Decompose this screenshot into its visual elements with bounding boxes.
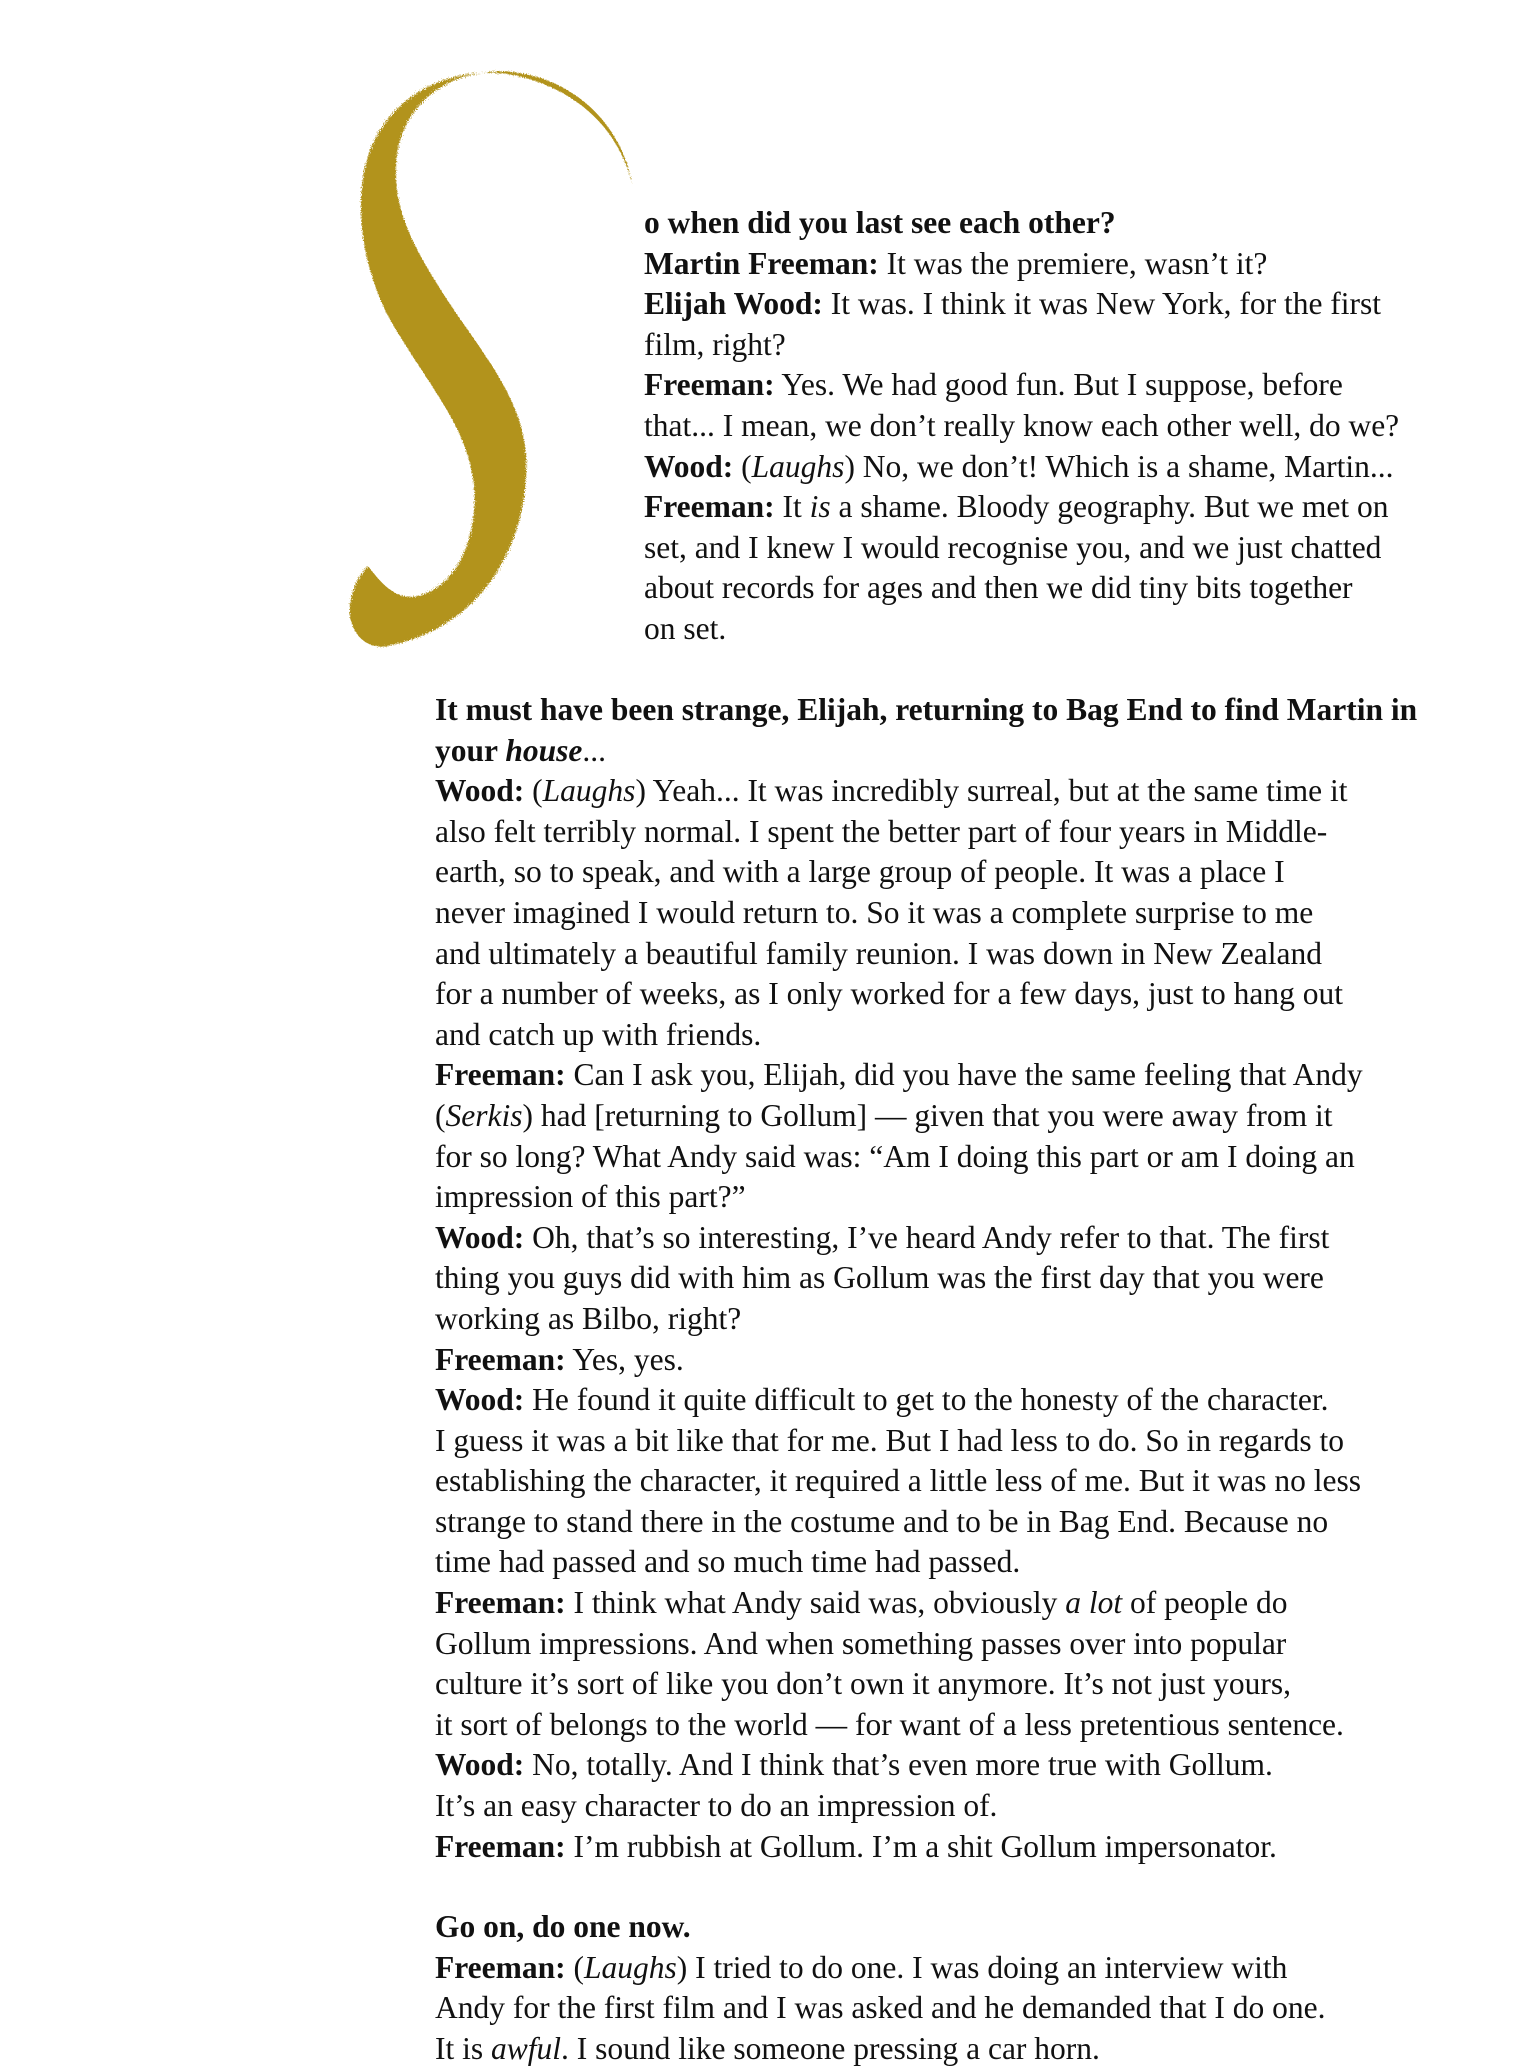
- answer: Freeman: I’m rubbish at Gollum. I’m a shit Gollum impersonator.: [435, 1828, 1277, 1864]
- speaker-name: Freeman:: [435, 1341, 566, 1377]
- answer: Wood: Oh, that’s so interesting, I’ve heard Andy refer to that. The first thing you guys did with him as Gollum was the first day that you were working as Bilbo, right?: [435, 1219, 1330, 1336]
- answer: Wood: He found it quite difficult to get to the honesty of the character. I guess it was a bit like that for me. But I had less to do. So in regards to establishing the character, it required a little less of me. But it was no less strange to stand there in the costume and to be in Bag End. Because no time had passed and so much time had passed.: [435, 1382, 1361, 1580]
- answer: Wood: No, totally. And I think that’s even more true with Gollum. It’s an easy character to do an impression of.: [435, 1747, 1273, 1824]
- question: o when did you last see each other?: [644, 205, 1116, 240]
- answer: Wood: (Laughs) Yeah... It was incredibly surreal, but at the same time it also felt terribly normal. I spent the better part of four years in Middle- earth, so to speak, and with a large group of people. It was a place I never imagined I would return to. So it was a complete surprise to me and ultimately a beautiful family reunion. I was down in New Zealand for a number of weeks, as I only worked for a few days, just to hang out and catch up with friends.: [435, 773, 1348, 1052]
- answer: Freeman: It is a shame. Bloody geography. But we met on set, and I knew I would recognise you, and we just chatted about records for ages and then we did tiny bits together on set.: [644, 489, 1389, 646]
- answer: Freeman: Yes, yes.: [435, 1341, 684, 1377]
- answer: Freeman: Can I ask you, Elijah, did you have the same feeling that Andy (Serkis) had [returning to Gollum] — given that you were away from it for so long? What Andy said was: “Am I doing this part or am I doing an impression of this part?”: [435, 1057, 1363, 1215]
- drop-cap-letter-s: [348, 66, 638, 652]
- speaker-name: Freeman:: [435, 1057, 566, 1093]
- answer: Freeman: Yes. We had good fun. But I suppose, before that... I mean, we don’t really know each other well, do we?: [644, 367, 1400, 443]
- speaker-name: Wood:: [435, 1747, 525, 1783]
- intro-block: [644, 203, 1494, 650]
- speaker-name: Martin Freeman:: [644, 245, 879, 281]
- speaker-name: Freeman:: [435, 1585, 566, 1621]
- speaker-name: Freeman:: [435, 1828, 566, 1864]
- speaker-name: Wood:: [435, 773, 525, 809]
- answer: Elijah Wood: It was. I think it was New York, for the first film, right?: [644, 286, 1382, 362]
- speaker-name: Freeman:: [435, 1949, 566, 1985]
- answer: Freeman: (Laughs) I tried to do one. I was doing an interview with Andy for the first film and I was asked and he demanded that I do one. It is awful. I sound like someone pressing a car horn.: [435, 1949, 1326, 2066]
- answer: Martin Freeman: It was the premiere, wasn’t it?: [644, 245, 1268, 281]
- speaker-name: Elijah Wood:: [644, 286, 823, 322]
- question: It must have been strange, Elijah, returning to Bag End to find Martin in your house...: [435, 692, 1418, 768]
- interview-body: [435, 690, 1495, 2070]
- answer: Freeman: I think what Andy said was, obviously a lot of people do Gollum impressions. And when something passes over into popular culture it’s sort of like you don’t own it anymore. It’s not just yours, it sort of belongs to the world — for want of a less pretentious sentence.: [435, 1585, 1344, 1742]
- speaker-name: Freeman:: [644, 489, 775, 525]
- speaker-name: Freeman:: [644, 367, 775, 403]
- speaker-name: Wood:: [644, 448, 734, 484]
- answer: Wood: (Laughs) No, we don’t! Which is a shame, Martin...: [644, 448, 1394, 484]
- speaker-name: Wood:: [435, 1382, 525, 1418]
- question: Go on, do one now.: [435, 1909, 691, 1945]
- speaker-name: Wood:: [435, 1219, 525, 1255]
